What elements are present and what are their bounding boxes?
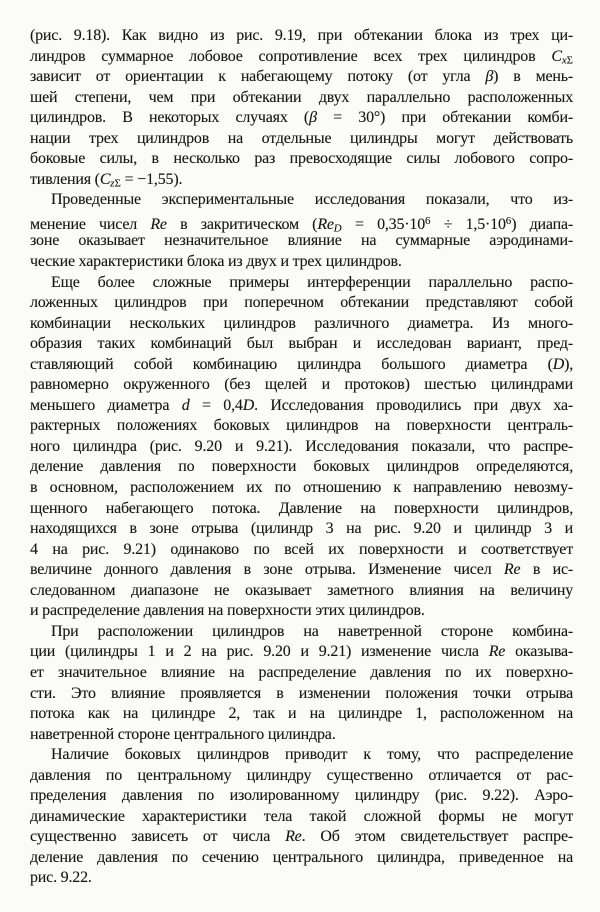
- math-subscript: Σ: [566, 53, 573, 66]
- paragraph: [30, 273, 573, 622]
- text-run: потока как на цилиндре 2, так и на цилиндре 1, расположенном на: [30, 705, 573, 723]
- text-line: [30, 478, 573, 499]
- math-subscript: z: [110, 177, 115, 190]
- text-run: пределения давления по изолированному цилиндру (рис. 9.22). Аэро-: [30, 787, 573, 805]
- text-run: деление давления по поверхности боковых цилиндров определяются,: [30, 458, 573, 476]
- paragraph: [30, 190, 573, 272]
- text-line: [30, 601, 573, 622]
- text-line: [30, 663, 573, 684]
- text-run: деление давления по сечению центрального цилиндра, приведенное на: [30, 848, 573, 866]
- text-run: = 0,4: [189, 396, 243, 414]
- text-run: сти. Это влияние проявляется в изменении положения точки отрыва: [30, 684, 573, 702]
- text-run: рис. 9.22.: [30, 869, 92, 887]
- text-line: [30, 108, 573, 129]
- text-run: рактерных положениях боковых цилиндров на поверхности централь-: [30, 417, 573, 435]
- math-symbol: Re: [285, 828, 302, 846]
- text-line: [30, 231, 573, 252]
- math-symbol: C: [551, 47, 562, 65]
- text-run: ставляющий собой комбинацию цилиндра большого диаметра (: [30, 355, 553, 373]
- text-run: ложенных цилиндров при поперечном обтекании представляют собой: [30, 294, 573, 312]
- text-line: [30, 252, 573, 273]
- paragraph: [30, 745, 573, 889]
- text-run: При расположении цилиндров на наветренной стороне комбина-: [51, 622, 573, 640]
- text-run: ) диапа-: [511, 216, 573, 234]
- text-run: ет значительное влияние на распределение давления по их поверхно-: [30, 663, 573, 681]
- text-run: наветренной стороне центрального цилиндра.: [30, 725, 336, 743]
- text-run: комбинации нескольких цилиндров различного диаметра. Из много-: [30, 314, 573, 332]
- text-run: величине донного давления в зоне отрыва. Изменение чисел: [30, 561, 504, 579]
- text-run: щенного набегающего потока. Давление на поверхности цилиндров,: [30, 499, 573, 517]
- text-run: ),: [564, 355, 573, 373]
- text-run: ции (цилиндры 1 и 2 на рис. 9.20 и 9.21) изменение числа: [30, 643, 489, 661]
- math-symbol: Re: [503, 561, 521, 579]
- text-line: [30, 745, 573, 766]
- text-line: [30, 684, 573, 705]
- math-subscript: D: [333, 222, 342, 235]
- text-run: тивления (: [30, 170, 100, 188]
- text-line: [30, 47, 573, 68]
- text-run: . Исследования проводились при двух ха-: [254, 396, 574, 414]
- text-run: ного цилиндра (рис. 9.20 и 9.21). Исследования показали, что распре-: [30, 437, 573, 455]
- text-line: [30, 827, 573, 848]
- text-run: следованном диапазоне не оказывает заметного влияния на величину: [30, 581, 573, 599]
- text-line: [30, 457, 573, 478]
- text-line: [30, 848, 573, 869]
- text-run: ÷ 1,5·10: [430, 216, 506, 234]
- text-run: зоне оказывает незначительное влияние на суммарные аэродинами-: [30, 232, 573, 250]
- math-superscript: 6: [425, 214, 431, 227]
- text-run: зависит от ориентации к набегающему потоку (от угла: [30, 68, 486, 86]
- math-subscript: x: [561, 53, 567, 66]
- math-symbol: Re: [317, 216, 334, 234]
- text-line: [30, 868, 573, 889]
- math-symbol: Re: [488, 643, 506, 661]
- text-run: в основном, расположением их по отношению к направлению невозму-: [30, 479, 573, 497]
- math-symbol: β: [309, 109, 317, 127]
- math-symbol: D: [552, 355, 565, 373]
- text-line: [30, 725, 573, 746]
- text-run: в ис-: [520, 561, 573, 579]
- text-run: в закритическом (: [166, 216, 318, 234]
- paragraph: [30, 622, 573, 745]
- text-line: [30, 314, 573, 335]
- text-run: = 30°) при обтекании комби-: [316, 109, 573, 127]
- text-run: динамические характеристики тела такой сложной формы не могут: [30, 807, 573, 825]
- text-line: [30, 416, 573, 437]
- text-line: [30, 26, 573, 47]
- text-line: [30, 88, 573, 109]
- text-run: шей степени, чем при обтекании двух параллельно расположенных: [30, 88, 573, 106]
- text-line: [30, 499, 573, 520]
- text-run: Еще более сложные примеры интерференции параллельно распо-: [51, 273, 573, 291]
- text-run: равномерно окруженного (без щелей и протоков) шестью цилиндрами: [30, 376, 573, 394]
- text-line: [30, 293, 573, 314]
- text-run: нации трех цилиндров на отдельные цилиндры могут действовать: [30, 129, 573, 147]
- math-symbol: D: [242, 396, 255, 414]
- text-line: [30, 437, 573, 458]
- text-run: Наличие боковых цилиндров приводит к тому, что распределение: [51, 746, 573, 764]
- text-run: менение чисел: [30, 216, 151, 234]
- text-run: = −1,55).: [120, 170, 183, 188]
- text-line: [30, 786, 573, 807]
- text-run: ) в мень-: [493, 68, 574, 86]
- text-line: [30, 540, 573, 561]
- text-run: цилиндров. В некоторых случаях (: [30, 109, 310, 127]
- text-column: [30, 26, 573, 889]
- text-run: ческие характеристики блока из двух и трех цилиндров.: [30, 253, 402, 271]
- math-symbol: β: [485, 68, 494, 86]
- text-run: меньшего диаметра: [30, 396, 182, 414]
- text-line: [30, 375, 573, 396]
- math-symbol: Re: [150, 216, 167, 234]
- text-line: [30, 807, 573, 828]
- text-line: [30, 129, 573, 150]
- text-line: [30, 581, 573, 602]
- text-run: находящихся в зоне отрыва (цилиндр 3 на рис. 9.20 и цилиндр 3 и: [30, 520, 573, 538]
- text-line: [30, 149, 573, 170]
- text-line: [30, 766, 573, 787]
- text-line: [30, 355, 573, 376]
- text-run: Проведенные экспериментальные исследования показали, что из-: [51, 191, 573, 209]
- text-run: боковые силы, в несколько раз превосходящие силы лобового сопро-: [30, 150, 573, 168]
- text-line: [30, 396, 573, 417]
- text-run: (рис. 9.18). Как видно из рис. 9.19, при обтекании блока из трех ци-: [30, 27, 573, 44]
- text-run: линдров суммарное лобовое сопротивление всех трех цилиндров: [30, 47, 552, 65]
- text-run: оказыва-: [505, 643, 573, 661]
- text-line: [30, 211, 573, 235]
- text-run: = 0,35·10: [341, 216, 425, 234]
- text-run: давления по центральному цилиндру существенно отличается от рас-: [30, 766, 573, 784]
- text-line: [30, 622, 573, 643]
- text-line: [30, 273, 573, 294]
- text-line: [30, 642, 573, 663]
- text-line: [30, 170, 573, 191]
- text-run: . Об этом свидетельствует распре-: [301, 828, 573, 846]
- text-line: [30, 334, 573, 355]
- text-run: и распределение давления на поверхности этих цилиндров.: [30, 602, 425, 620]
- text-line: [30, 190, 573, 211]
- paragraph: [30, 26, 573, 190]
- text-run: образия таких комбинаций был выбран и исследован вариант, пред-: [30, 335, 573, 353]
- text-run: 4 на рис. 9.21) одинаково по всей их поверхности и соответствует: [30, 540, 573, 558]
- math-symbol: d: [181, 396, 190, 414]
- text-line: [30, 704, 573, 725]
- text-line: [30, 519, 573, 540]
- math-symbol: C: [99, 170, 111, 188]
- math-subscript: Σ: [114, 177, 121, 190]
- text-line: [30, 67, 573, 88]
- text-line: [30, 560, 573, 581]
- text-run: существенно зависеть от числа: [30, 828, 286, 846]
- math-superscript: 6: [505, 214, 512, 227]
